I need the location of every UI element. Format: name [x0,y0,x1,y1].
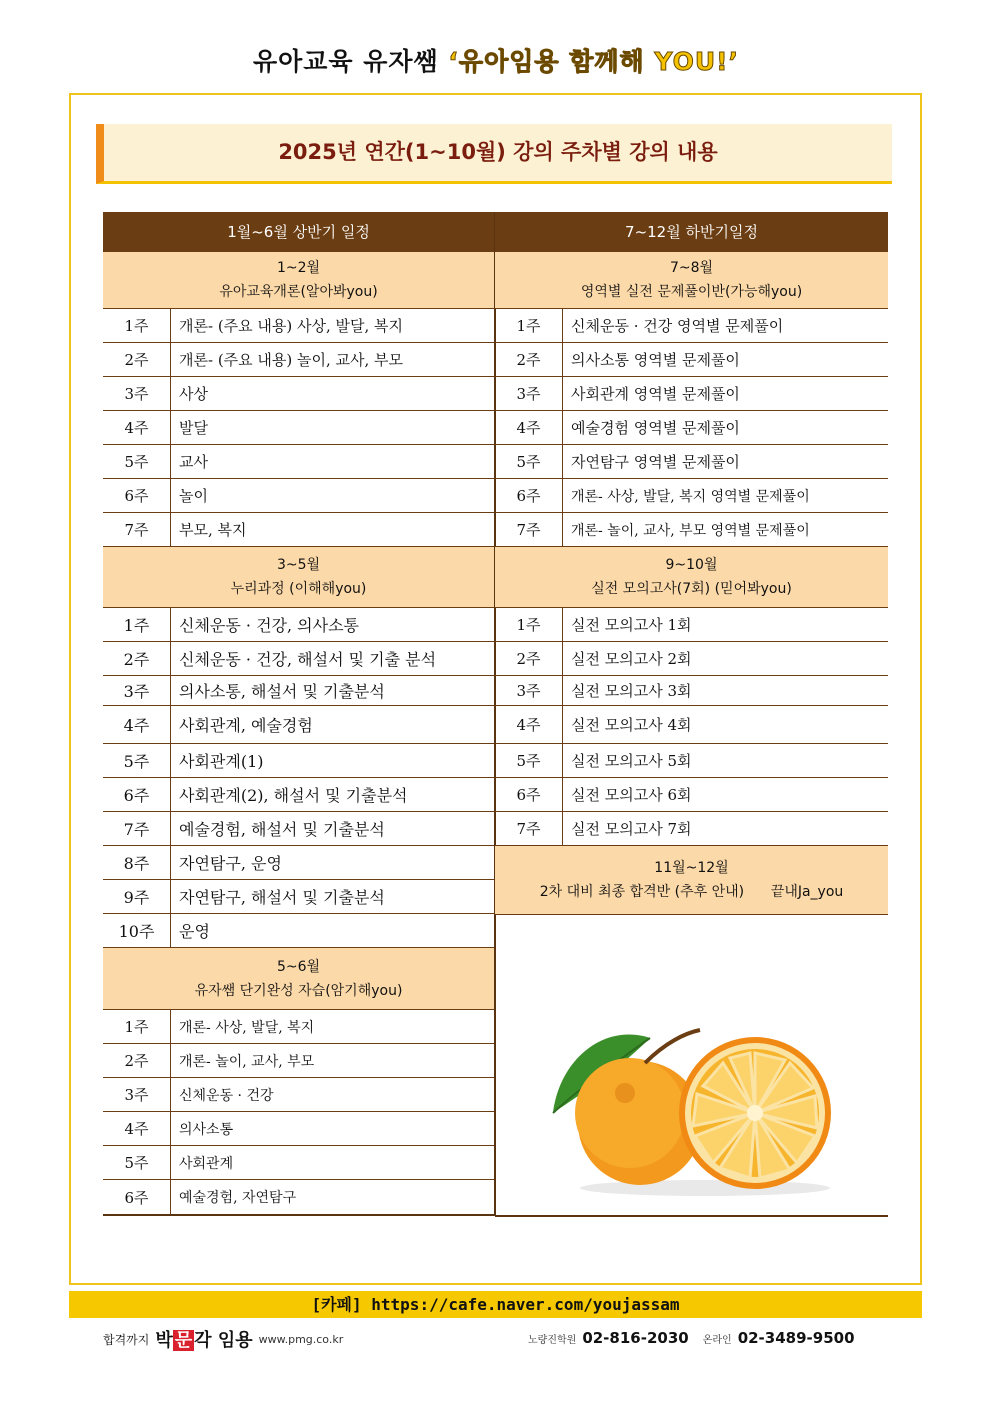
table-row [495,812,888,846]
week-cell: 3주 [103,377,171,410]
section-header [495,547,888,608]
content-cell: 실전 모의고사 7회 [571,820,692,838]
content-cell: 발달 [179,419,208,437]
content-cell: 교사 [179,453,208,471]
content-cell: 사상 [179,385,208,403]
week-cell: 1주 [103,608,171,641]
table-row [495,706,888,744]
week-cell: 7주 [103,812,171,845]
table-row [495,377,888,411]
table-row [103,1078,494,1112]
week-cell: 5주 [103,1146,171,1179]
table-row [103,309,494,343]
table-row [495,513,888,547]
table-row [495,676,888,706]
table-row [103,1112,494,1146]
table-row [103,445,494,479]
table-row [103,1044,494,1078]
week-cell: 1주 [103,309,171,342]
section-month: 1~2월 [276,260,321,276]
content-cell: 부모, 복지 [179,521,247,539]
section-header [495,846,888,915]
table-row [495,343,888,377]
section-month: 7~8월 [669,260,714,276]
phone2: 02-3489-9500 [737,1329,855,1347]
section-month: 3~5월 [276,557,321,573]
table-row [103,343,494,377]
content-cell: 사회관계(1) [179,752,264,771]
table-row [103,377,494,411]
table-row [103,812,494,846]
section-name: 누리과정 (이해해you) [230,581,367,597]
week-cell: 2주 [495,343,563,376]
week-cell: 4주 [103,411,171,444]
table-row [103,642,494,676]
content-cell: 개론- 놀이, 교사, 부모 [179,1053,315,1070]
section-name: 영역별 실전 문제풀이반(가능해you) [580,284,803,300]
section-month: 5~6월 [276,958,321,975]
title-prefix: 유아교육 유자쌤 [252,47,439,76]
table-row [495,778,888,812]
section-name: 유아교육개론(알아봐you) [219,284,378,300]
week-cell: 10주 [103,914,171,947]
week-cell: 3주 [103,676,171,705]
brand-part: 각 [194,1330,212,1351]
content-cell: 의사소통 영역별 문제풀이 [571,351,740,369]
brand-part: 문 [174,1330,193,1351]
orange-illustration [545,1018,845,1203]
week-cell: 6주 [103,1180,171,1214]
content-cell: 신체운동 · 건강 [179,1087,274,1104]
content-cell: 실전 모의고사 2회 [571,650,692,668]
brand-name [155,1326,252,1352]
week-cell: 3주 [495,377,563,410]
week-cell: 7주 [495,513,563,546]
week-cell: 1주 [495,608,563,641]
table-row [495,411,888,445]
week-cell: 5주 [103,744,171,777]
week-cell: 2주 [495,642,563,675]
section-month: 9~10월 [665,557,718,573]
title-highlight: ‘유아임용 함께해 YOU!’ [448,47,740,76]
week-cell: 8주 [103,846,171,879]
content-cell: 개론- 사상, 발달, 복지 영역별 문제풀이 [571,488,810,505]
cafe-link[interactable]: [카페] https://cafe.naver.com/youjassam [311,1295,680,1314]
content-cell: 개론- 사상, 발달, 복지 [179,1019,315,1036]
content-cell: 신체운동 · 건강, 해설서 및 기출 분석 [179,650,437,669]
week-cell: 9주 [103,880,171,913]
table-row [495,642,888,676]
content-cell: 실전 모의고사 6회 [571,786,692,804]
table-bottom-rule [495,1215,888,1217]
table-row [103,846,494,880]
site-url[interactable]: www.pmg.co.kr [258,1332,344,1346]
contact-info [528,1329,855,1347]
section-header [103,547,494,608]
week-cell: 6주 [495,479,563,512]
brand-part: 박 [155,1330,173,1351]
week-cell: 3주 [495,676,563,705]
table-row [103,914,494,948]
table-row [103,676,494,706]
section-header [103,252,494,309]
first-half-schedule [103,212,496,1216]
section-name: 실전 모의고사(7회) (믿어봐you) [591,581,792,597]
content-cell: 사회관계 [179,1155,234,1172]
first-half-header: 1월~6월 상반기 일정 [103,212,494,252]
second-half-header: 7~12월 하반기일정 [495,212,888,252]
content-cell: 의사소통, 해설서 및 기출분석 [179,682,385,701]
section-name: 유자쌤 단기완성 자습(암기해you) [194,982,403,999]
table-row [103,706,494,744]
table-row [495,608,888,642]
table-row [103,479,494,513]
table-row [103,1180,494,1214]
page-title [0,42,992,78]
week-cell: 4주 [495,706,563,743]
content-cell: 의사소통 [179,1121,234,1138]
section-month: 11월~12월 [654,860,729,876]
content-cell: 개론- 놀이, 교사, 부모 영역별 문제풀이 [571,522,810,539]
content-cell: 사회관계, 예술경험 [179,716,313,735]
week-cell: 6주 [103,778,171,811]
table-row [103,411,494,445]
slogan: 합격까지 [103,1332,150,1347]
week-cell: 4주 [495,411,563,444]
table-row [103,1010,494,1044]
table-row [103,1146,494,1180]
week-cell: 2주 [103,343,171,376]
week-cell: 1주 [495,309,563,342]
publisher-logo [103,1326,343,1352]
table-row [495,445,888,479]
content-cell: 실전 모의고사 3회 [571,682,692,700]
content-cell: 예술경험, 해설서 및 기출분석 [179,820,385,839]
week-cell: 1주 [103,1010,171,1043]
phone2-label: 온라인 [702,1335,732,1346]
table-row [103,744,494,778]
content-cell: 개론- (주요 내용) 사상, 발달, 복지 [179,317,404,335]
content-cell: 예술경험, 자연탐구 [179,1190,297,1206]
content-cell: 자연탐구, 해설서 및 기출분석 [179,888,385,907]
table-row [103,778,494,812]
week-cell: 7주 [495,812,563,845]
content-cell: 실전 모의고사 5회 [571,752,692,770]
table-row [495,744,888,778]
content-cell: 자연탐구 영역별 문제풀이 [571,453,740,471]
content-cell: 실전 모의고사 4회 [571,716,692,734]
content-cell: 신체운동 · 건강, 의사소통 [179,616,359,635]
week-cell: 6주 [495,778,563,811]
content-cell: 개론- (주요 내용) 놀이, 교사, 부모 [179,351,404,369]
table-row [495,479,888,513]
content-cell: 자연탐구, 운영 [179,854,282,873]
banner-title: 2025년 연간(1~10월) 강의 주차별 강의 내용 [278,140,718,164]
content-cell: 사회관계 영역별 문제풀이 [571,385,740,403]
week-cell: 4주 [103,1112,171,1145]
section-header [495,252,888,309]
content-cell: 예술경험 영역별 문제풀이 [571,419,740,437]
table-row [103,513,494,547]
week-cell: 4주 [103,706,171,743]
table-row [103,880,494,914]
week-cell: 5주 [495,744,563,777]
content-cell: 운영 [179,922,210,941]
content-cell: 실전 모의고사 1회 [571,616,692,634]
content-cell: 놀이 [179,487,208,505]
week-cell: 7주 [103,513,171,546]
section-name: 2차 대비 최종 합격반 (추후 안내) 끝내Ja_you [539,884,844,900]
week-cell: 2주 [103,642,171,675]
content-cell: 신체운동 · 건강 영역별 문제풀이 [571,317,784,335]
phone1: 02-816-2030 [582,1329,689,1347]
table-row [495,309,888,343]
cafe-link-bar[interactable] [69,1291,922,1318]
title-banner [96,124,892,184]
week-cell: 5주 [495,445,563,478]
section-header [103,948,494,1010]
week-cell: 6주 [103,479,171,512]
week-cell: 2주 [103,1044,171,1077]
week-cell: 5주 [103,445,171,478]
table-row [103,608,494,642]
phone1-label: 노량진학원 [528,1335,577,1346]
brand-part: 임용 [217,1330,253,1351]
week-cell: 3주 [103,1078,171,1111]
content-cell: 사회관계(2), 해설서 및 기출분석 [179,786,408,805]
